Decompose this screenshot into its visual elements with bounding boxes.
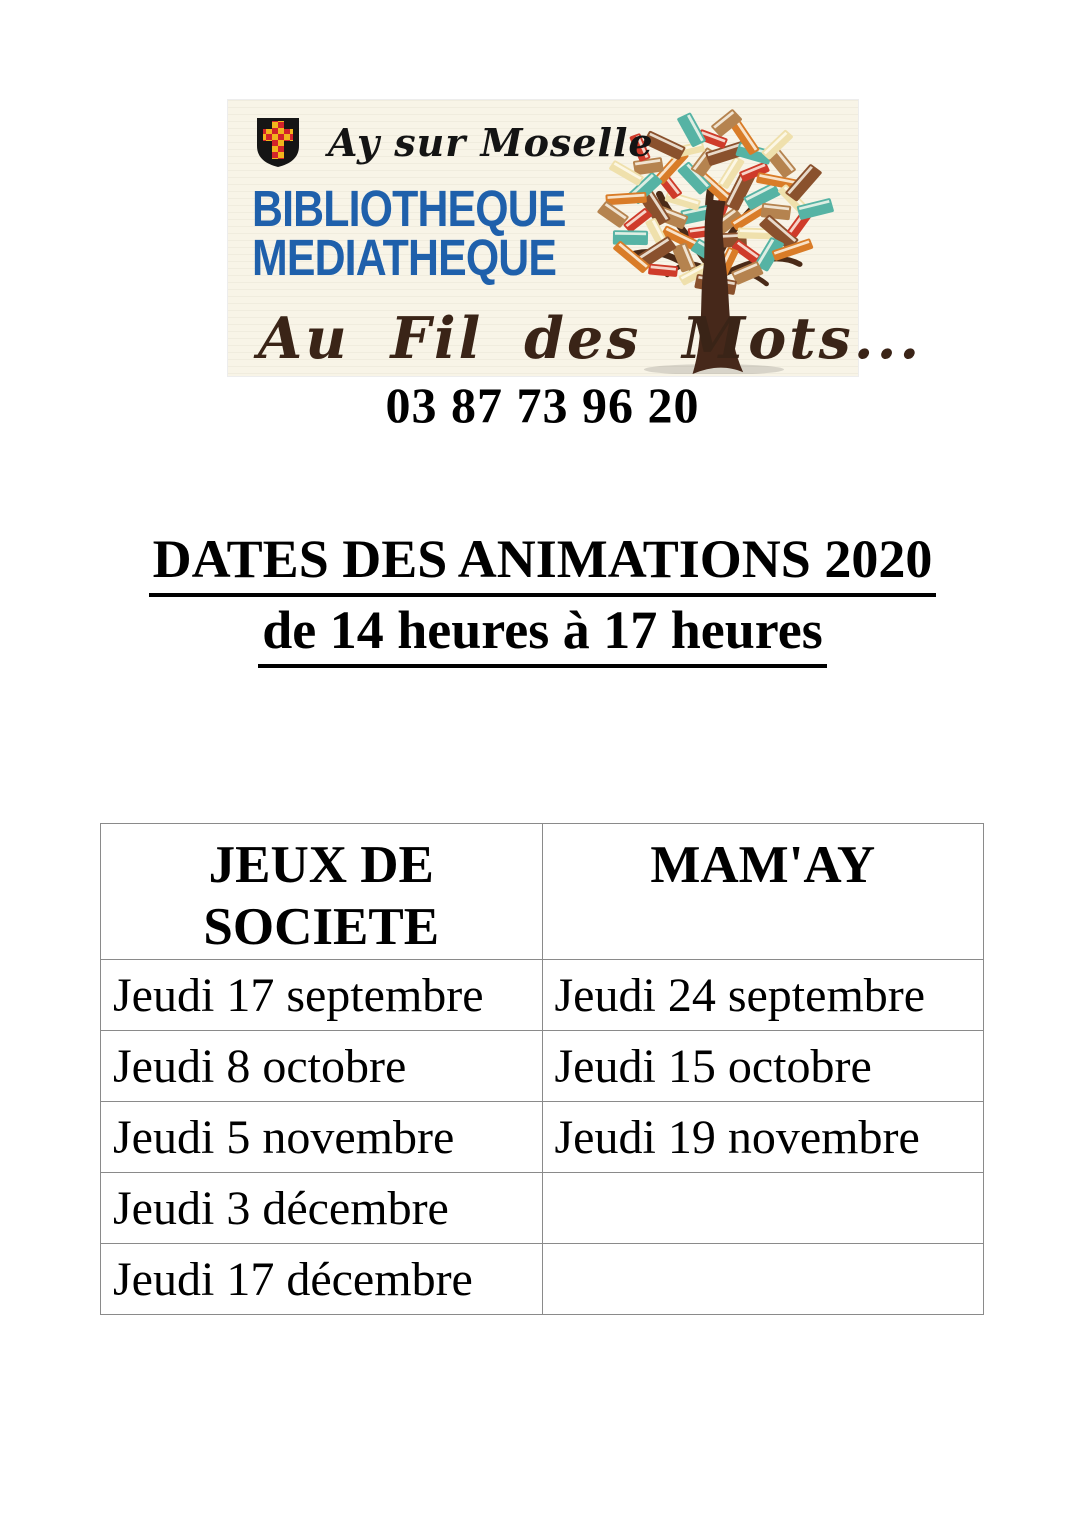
library-name	[252, 180, 566, 286]
table-cell: Jeudi 15 octobre	[542, 1031, 984, 1102]
title-line1: DATES DES ANIMATIONS 2020	[149, 526, 937, 597]
table-cell: Jeudi 17 septembre	[101, 960, 543, 1031]
town-crest-icon	[254, 116, 302, 168]
table-cell	[542, 1244, 984, 1315]
logo-tagline: Au Fil des Mots...	[258, 305, 923, 372]
phone-number: 03 87 73 96 20	[385, 377, 700, 433]
dates-table	[100, 823, 984, 1315]
library-logo-banner	[228, 100, 923, 376]
table-row	[101, 1173, 984, 1244]
page-title	[0, 526, 1085, 668]
table-cell: Jeudi 17 décembre	[101, 1244, 543, 1315]
title-line2: de 14 heures à 17 heures	[258, 597, 827, 668]
column-header-mamay: MAM'AY	[542, 824, 984, 960]
table-cell: Jeudi 19 novembre	[542, 1102, 984, 1173]
table-cell: Jeudi 24 septembre	[542, 960, 984, 1031]
town-name: Ay sur Moselle	[328, 119, 654, 165]
table-row	[101, 1244, 984, 1315]
table-row	[101, 1102, 984, 1173]
table-cell: Jeudi 3 décembre	[101, 1173, 543, 1244]
table-header-row	[101, 824, 984, 960]
library-name-line1: BIBLIOTHEQUE	[252, 180, 566, 237]
table-cell: Jeudi 5 novembre	[101, 1102, 543, 1173]
crest-row	[254, 116, 654, 168]
table-cell: Jeudi 8 octobre	[101, 1031, 543, 1102]
table-row	[101, 1031, 984, 1102]
column-header-jeux-de-societe: JEUX DE SOCIETE	[101, 824, 543, 960]
library-name-line2: MEDIATHEQUE	[252, 229, 557, 286]
table-cell	[542, 1173, 984, 1244]
table-row	[101, 960, 984, 1031]
